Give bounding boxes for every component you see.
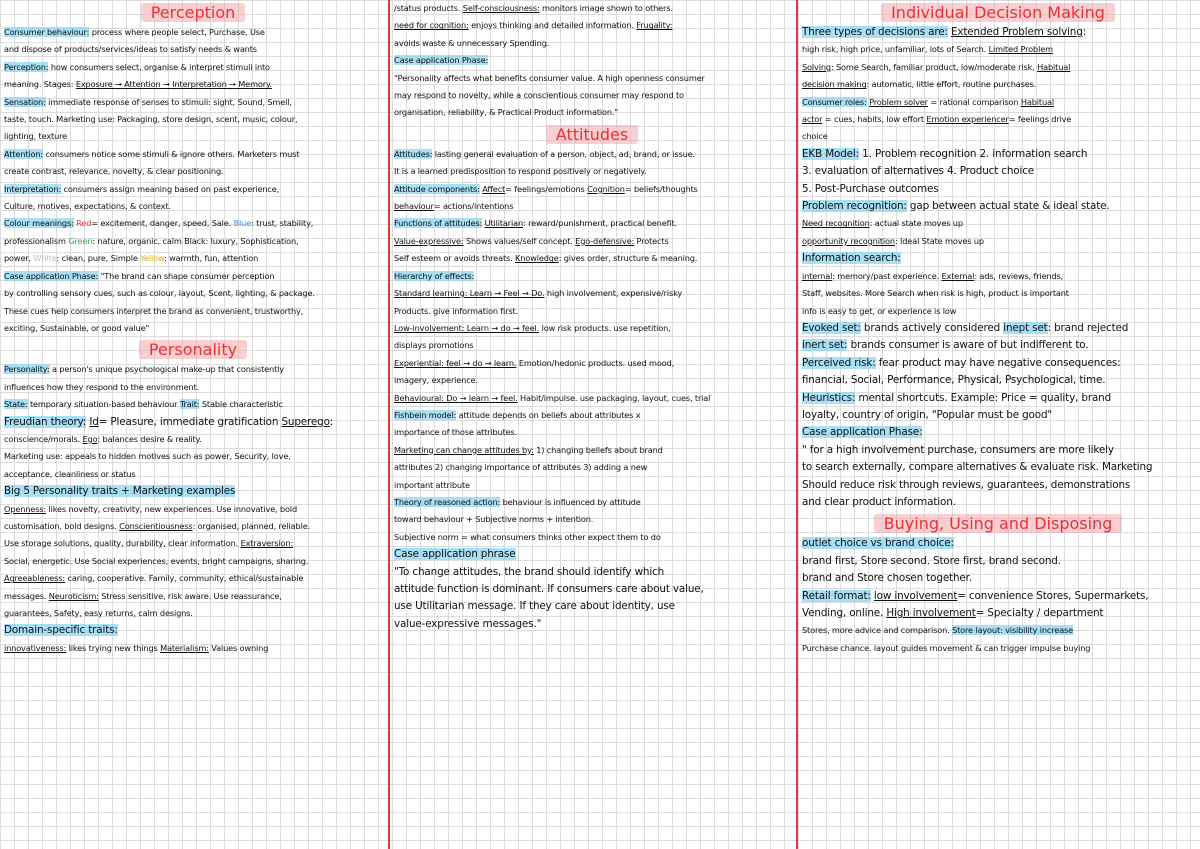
note-line: Should reduce risk through reviews, guarantees, demonstrations	[802, 478, 1131, 491]
note-line: Marketing use: appeals to hidden motives such as power, Security, love,	[4, 451, 291, 462]
note-line: attitude function is dominant. If consumers care about value,	[394, 583, 704, 595]
note-line: acceptance, cleanliness or status	[4, 468, 136, 479]
term-case-application: Case application phrase	[394, 548, 516, 561]
note-line: These cues help consumers interpret the brand as convenient, trustworthy,	[4, 305, 304, 316]
term-theory-of-reasoned-action: Theory of reasoned action:	[394, 496, 501, 507]
note-line: It is a learned predisposition to respond positively or negatively.	[394, 166, 647, 177]
term-retail-format: Retail format:	[802, 589, 871, 602]
term-attention: Attention:	[4, 148, 44, 159]
note-line: loyalty, country of origin, "Popular must be good"	[802, 408, 1053, 421]
term-fishbein-model: Fishbein model:	[394, 409, 457, 420]
term-consumer-behaviour: Consumer behaviour:	[4, 27, 90, 37]
note-line: may respond to novelty, while a conscientious consumer may respond to	[394, 90, 684, 101]
note-line: Subjective norm = what consumers thinks other expect them to do	[394, 531, 661, 542]
term-evoked-set: Evoked set:	[802, 321, 861, 334]
term-trait: Trait:	[179, 399, 200, 410]
term-attitude-components: Attitude components:	[394, 183, 480, 194]
note-line: " for a high involvement purchase, consumers are more likely	[802, 443, 1114, 456]
term-need-for-cognition: need for cognition:	[394, 20, 469, 31]
note-line: 5. Post-Purchase outcomes	[802, 182, 939, 195]
term-personality: Personality:	[4, 364, 50, 375]
term-interpretation: Interpretation:	[4, 183, 62, 194]
term-outlet-choice: outlet choice vs brand choice:	[802, 537, 954, 550]
note-line: organisation, reliability, & Practical Product information."	[394, 107, 619, 118]
term-agreeableness: Agreeableness:	[4, 573, 66, 584]
note-line: use Utilitarian message. If they care about identity, use	[394, 600, 675, 613]
note-line: info is easy to get, or experience is low	[802, 305, 957, 316]
heading-personality: Personality	[4, 339, 382, 361]
term-types-of-decisions: Three types of decisions are:	[802, 26, 948, 38]
note-line: value-expressive messages."	[394, 617, 542, 630]
note-line: "To change attitudes, the brand should identify which	[394, 565, 665, 578]
term-self-monitoring: Self-consciousness:	[462, 3, 540, 13]
notes-column-2: /status products. Self-consciousness: monitors image shown to others. need for cognition: enjoys thinking and detailed information. Frugality: avoids waste & unnecessary Spending. Case application Phase: "Personality affects what benefits consumer value. A high openness consumer may respond to novelty, while a conscientious consumer may respond to organisation, reliability, & Practical Product information." Attitudes Attitudes: lasting general evaluation of a person, object, ad, brand, or issue. It is a learned predisposition to respond positively or negatively. Attitude components: Affect= feelings/emotions Cognition= beliefs/thoughts behaviour= actions/intentions Functions of attitudes: Utilitarian: reward/punishment, practical benefit. Value-expressive: Shows values/self concept. Ego-defensive: Protects Self esteem or avoids threats. Knowledge: gives order, structure & meaning. Hierarchy of effects: Standard learning: Learn → Feel → Do. high involvement, expensive/risky Products. give information first. Low-involvement: Learn → do → feel. low risk products. use repetition, displays promotions Experiential: feel → do → learn. Emotion/hedonic products. used mood, imagery, experience. Behavioural: Do → learn → feel. Habit/impulse. use packaging, layout, cues, trial Fishbein model: attitude depends on beliefs about attributes x importance of those attributes. Marketing can change attitudes by: 1) changing beliefs about brand attributes 2) changing importance of attributes 3) adding a new important attribute Theory of reasoned action: behaviour is influenced by attitude toward behaviour + Subjective norms + intention. Subjective norm = what consumers thinks other expect them to do Case application phrase "To change attitudes, the brand should identify which attitude function is dominant. If consumers care about value, use Utilitarian message. If they care about identity, use value-expressive messages."	[390, 0, 796, 849]
notes-column-3: Individual Decision Making Three types of decisions are: Extended Problem solving: high risk, high price, unfamiliar, lots of Search. Limited Problem Solving: Some Search, familiar product, low/moderate risk. Habitual decision making: automatic, little effort, routine purchases. Consumer roles: Problem solver = rational comparison Habitual actor = cues, habits, low effort Emotion experiencer= feelings drive choice EKB Model: 1. Problem recognition 2. information search 3. evaluation of alternatives 4. Product choice 5. Post-Purchase outcomes Problem recognition: gap between actual state & ideal state. Need recognition: actual state moves up opportunity recognition: Ideal State moves up Information search: internal: memory/past experience. External: ads, reviews, friends, Staff, websites. More Search when risk is high, product is important info is easy to get, or experience is low Evoked set: brands actively considered inept set: brand rejected inert set: brands consumer is aware of but indifferent to. Perceived risk: fear product may have negative consequences: financial, Social, Performance, Physical, Psychological, time. Heuristics: mental shortcuts. Example: Price = quality, brand loyalty, country of origin, "Popular must be good" Case application Phase: " for a high involvement purchase, consumers are more likely to search externally, compare alternatives & evaluate risk. Marketing Should reduce risk through reviews, guarantees, demonstrations and clear product information. Buying, Using and Disposing outlet choice vs brand choice: brand first, Store second. Store first, brand second. brand and Store chosen together. Retail format: low involvement= convenience Stores, Supermarkets, Vending, online. High involvement= Specialty / department Stores, more advice and comparison. Store layout: visibility increase Purchase chance. layout guides movement & can trigger impulse buying	[798, 0, 1200, 849]
term-heuristics: Heuristics:	[802, 391, 856, 404]
heading-attitudes: Attitudes	[394, 124, 790, 146]
term-ekb-model: EKB Model:	[802, 147, 860, 160]
term-functions-of-attitudes: Functions of attitudes:	[394, 218, 483, 229]
note-line: Staff, websites. More Search when risk is high, product is important	[802, 288, 1069, 299]
term-hierarchy-of-effects: Hierarchy of effects:	[394, 270, 475, 281]
term-neuroticism: Neuroticism:	[48, 590, 99, 601]
note-line: brand and Store chosen together.	[802, 572, 972, 585]
term-perception: Perception:	[4, 61, 49, 72]
note-line: and clear product information.	[802, 495, 956, 508]
note-line: Purchase chance. layout guides movement & can trigger impulse buying	[802, 642, 1091, 653]
note-line: lighting, texture	[4, 131, 68, 142]
note-line: exciting, Sustainable, or good value"	[4, 322, 150, 333]
term-domain-specific: Domain-specific traits:	[4, 624, 118, 637]
heading-perception: Perception	[4, 2, 382, 24]
term-conscientiousness: Conscientiousness	[119, 520, 193, 531]
note-line: important attribute	[394, 479, 470, 490]
term-innovativeness: innovativeness:	[4, 642, 67, 653]
note-line: importance of those attributes.	[394, 427, 518, 438]
note-line: Culture, motives, expectations, & context.	[4, 201, 171, 212]
term-case-application: Case application Phase:	[4, 270, 99, 281]
term-store-layout: Store layout: visibility increase	[952, 625, 1074, 636]
notes-column-1: Perception Consumer behaviour: process where people select, Purchase, Use and dispose of products/services/ideas to satisfy needs & wants Perception: how consumers select, organise & interpret stimuli into meaning. Stages: Exposure → Attention → Interpretation → Memory. Sensation: immediate response of senses to stimuli: sight, Sound, Smell, taste, touch. Marketing use: Packaging, store design, scent, music, colour, lighting, texture Attention: consumers notice some stimuli & ignore others. Marketers must create contrast, relevance, novelty, & clear positioning. Interpretation: consumers assign meaning based on past experience, Culture, motives, expectations, & context. Colour meanings: Red= excitement, danger, speed, Sale. Blue: trust, stability, professionalism Green: nature, organic, calm Black: luxury, Sophistication, power, White: clean, pure, Simple Yellow: warmth, fun, attention Case application Phase: "The brand can shape consumer perception by controlling sensory cues, such as colour, layout, Scent, lighting, & package. These cues help consumers interpret the brand as convenient, trustworthy, exciting, Sustainable, or good value" Personality Personality: a person's unique psychological make-up that consistently influences how they respond to the environment. State: temporary situation-based behaviour Trait: Stable characteristic Freudian theory: Id= Pleasure, immediate gratification Superego: conscience/morals. Ego: balances desire & reality. Marketing use: appeals to hidden motives such as power, Security, love, acceptance, cleanliness or status Big 5 Personality traits + Marketing examples Openness: likes novelty, creativity, new experiences. Use innovative, bold customisation, bold designs. Conscientiousness: organised, planned, reliable. Use storage solutions, quality, durability, clear information. Extraversion: Social, energetic. Use Social experiences, events, bright campaigns, sharing. Agreeableness: caring, cooperative. Family, community, ethical/sustainable messages. Neuroticism: Stress sensitive, risk aware. Use reassurance, guarantees, Safety, easy returns, calm designs. Domain-specific traits: innovativeness: likes trying new things Materialism: Values owning	[0, 0, 388, 849]
note-line: 3. evaluation of alternatives 4. Product choice	[802, 165, 1035, 178]
term-materialism: Materialism:	[160, 642, 209, 653]
note-line: imagery, experience.	[394, 375, 478, 386]
term-problem-recognition: Problem recognition:	[802, 200, 907, 213]
term-frugality: Frugality:	[636, 20, 673, 31]
note-line: avoids waste & unnecessary Spending.	[394, 37, 550, 48]
note-line: by controlling sensory cues, such as colour, layout, Scent, lighting, & package.	[4, 288, 315, 299]
term-information-search: Information search:	[802, 252, 901, 265]
term-case-application: Case application Phase:	[802, 426, 923, 439]
note-line: to search externally, compare alternatives & evaluate risk. Marketing	[802, 461, 1153, 474]
term-inert-set: inert set:	[802, 339, 848, 352]
term-inept-set: inept set	[1003, 321, 1048, 334]
term-consumer-roles: Consumer roles:	[802, 96, 867, 107]
note-line: influences how they respond to the environment.	[4, 381, 200, 392]
note-line: brand first, Store second. Store first, brand second.	[802, 554, 1061, 567]
term-state: State:	[4, 399, 28, 410]
heading-buying-using-disposing: Buying, Using and Disposing	[802, 513, 1194, 535]
note-line: attributes 2) changing importance of attributes 3) adding a new	[394, 462, 648, 473]
note-line: create contrast, relevance, novelty, & clear positioning.	[4, 166, 224, 177]
note-line: and dispose of products/services/ideas to satisfy needs & wants	[4, 44, 257, 55]
term-attitudes: Attitudes:	[394, 148, 433, 159]
note-line: Products. give information first.	[394, 305, 519, 316]
term-freudian-theory: Freudian theory:	[4, 415, 87, 428]
note-line: toward behaviour + Subjective norms + intention.	[394, 514, 594, 525]
note-line: guarantees, Safety, easy returns, calm designs.	[4, 608, 193, 618]
note-line: "Personality affects what benefits consumer value. A high openness consumer	[394, 72, 705, 83]
note-line: taste, touch. Marketing use: Packaging, store design, scent, music, colour,	[4, 114, 298, 125]
term-perceived-risk: Perceived risk:	[802, 356, 876, 369]
note-line: financial, Social, Performance, Physical, Psychological, time.	[802, 374, 1106, 387]
stages-list: Exposure → Attention → Interpretation → Memory.	[75, 79, 272, 90]
note-line: choice	[802, 131, 828, 142]
term-big-5: Big 5 Personality traits + Marketing examples	[4, 485, 236, 498]
heading-individual-decision-making: Individual Decision Making	[802, 2, 1194, 24]
note-line: Social, energetic. Use Social experiences, events, bright campaigns, sharing.	[4, 555, 309, 566]
term-openness: Openness:	[4, 503, 47, 514]
term-extraversion: Extraversion:	[240, 538, 293, 549]
note-line: displays promotions	[394, 340, 474, 351]
term-colour-meanings: Colour meanings:	[4, 218, 74, 229]
term-sensation: Sensation:	[4, 96, 46, 107]
term-case-application: Case application Phase:	[394, 55, 489, 66]
